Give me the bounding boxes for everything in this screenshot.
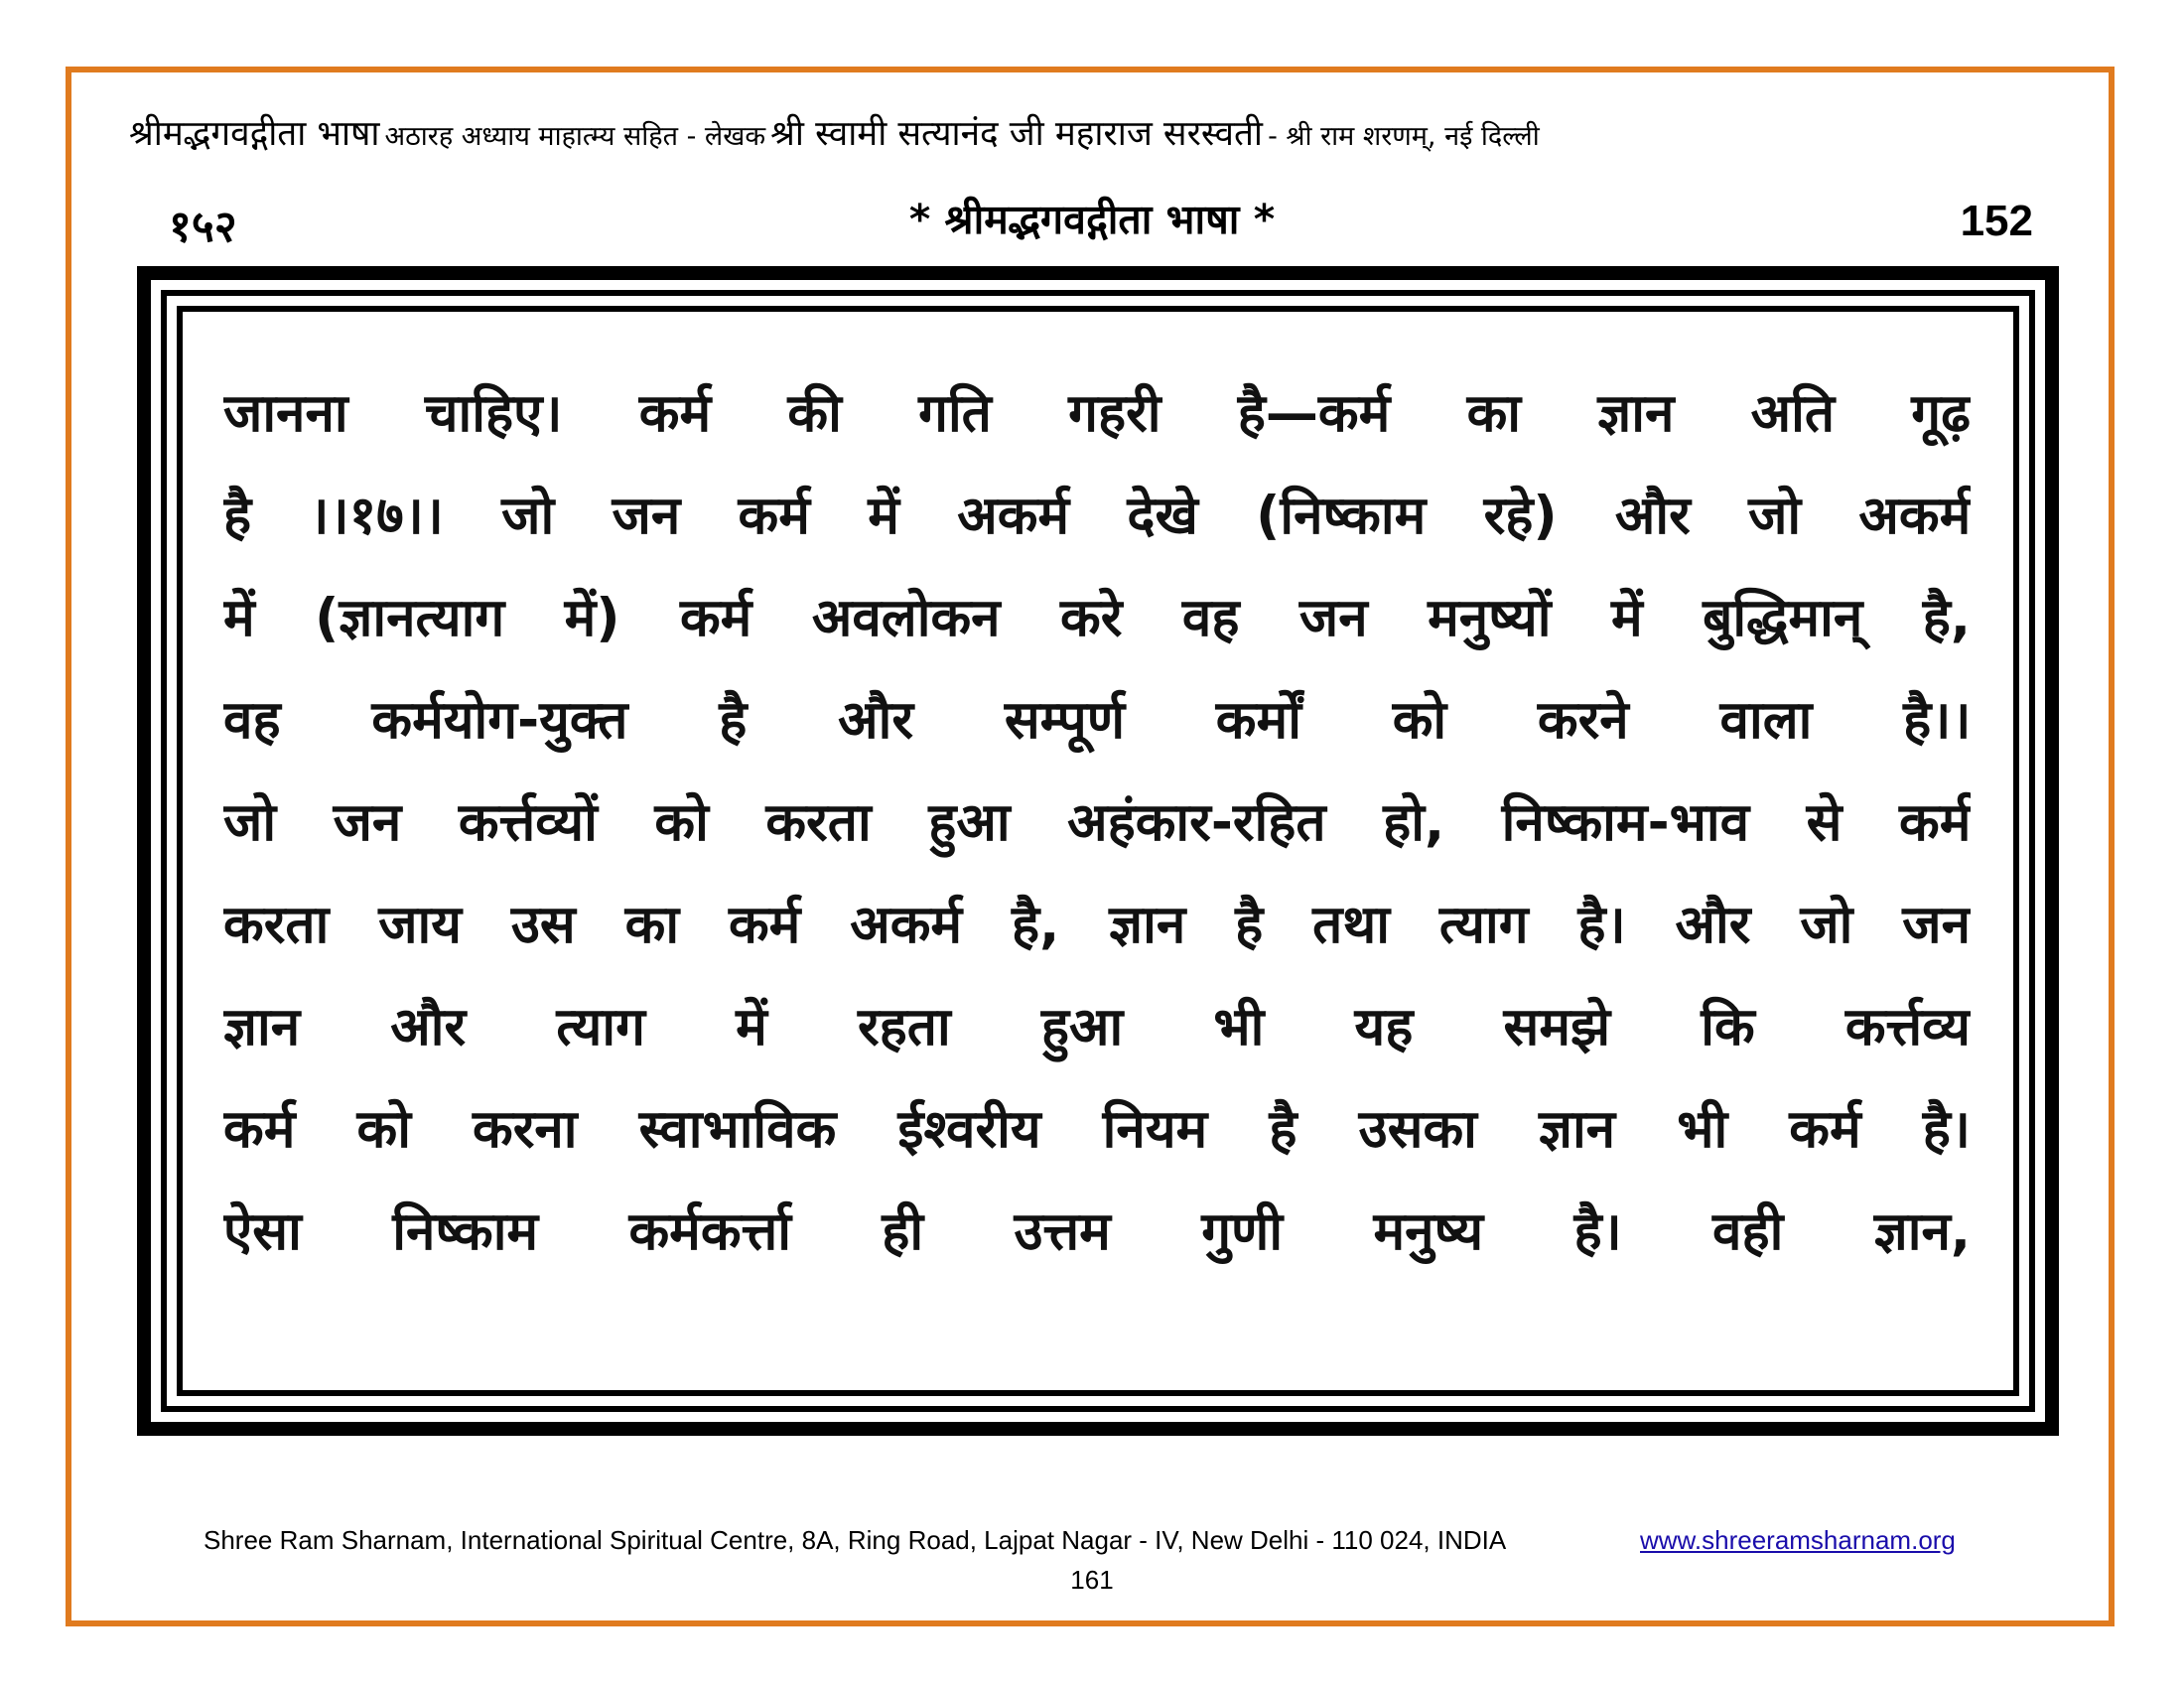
page-number: 152 [1960,197,2033,245]
page-number-hindi: १५२ [169,202,237,252]
text-line: है ।।१७।। जो जन कर्म में अकर्म देखे (निष्काम रहे) और जो अकर्म [223,486,1971,546]
text-line: ज्ञान और त्याग में रहता हुआ भी यह समझे कि कर्त्तव्य [223,997,1971,1057]
book-author: श्री स्वामी सत्यानंद जी महाराज सरस्वती [770,114,1263,154]
text-line: वह कर्मयोग-युक्त है और सम्पूर्ण कर्मों को करने वाला है।। [223,690,1971,751]
scripture-text [223,362,1971,1283]
footer-address: Shree Ram Sharnam, International Spiritual Centre, 8A, Ring Road, Lajpat Nagar - IV, New Delhi - 110 024, INDIA [204,1525,1507,1555]
text-line: में (ज्ञानत्याग में) कर्म अवलोकन करे वह जन मनुष्यों में बुद्धिमान् है, [223,588,1971,648]
text-line: जानना चाहिए। कर्म की गति गहरी है—कर्म का ज्ञान अति गूढ़ [223,383,1971,444]
text-line: कर्म को करना स्वाभाविक ईश्वरीय नियम है उसका ज्ञान भी कर्म है। [223,1099,1971,1160]
footer-page-number: 161 [1070,1565,1114,1595]
text-line: करता जाय उस का कर्म अकर्म है, ज्ञान है तथा त्याग है। और जो जन [223,895,1971,955]
text-line: ऐसा निष्काम कर्मकर्त्ता ही उत्तम गुणी मनुष्य है। वही ज्ञान, [223,1201,1971,1262]
book-subtitle: अठारह अध्याय माहात्म्य सहित - लेखक [384,121,766,152]
text-line: जो जन कर्त्तव्यों को करता हुआ अहंकार-रहित हो, निष्काम-भाव से कर्म [223,792,1971,853]
book-header [129,114,2065,154]
running-title: * श्रीमद्भगवद्गीता भाषा * [908,196,1276,243]
website-link[interactable]: www.shreeramsharnam.org [1640,1525,1956,1555]
book-publisher: - श्री राम शरणम्, नई दिल्ली [1268,121,1540,152]
book-title: श्रीमद्भगवद्गीता भाषा [129,114,380,154]
